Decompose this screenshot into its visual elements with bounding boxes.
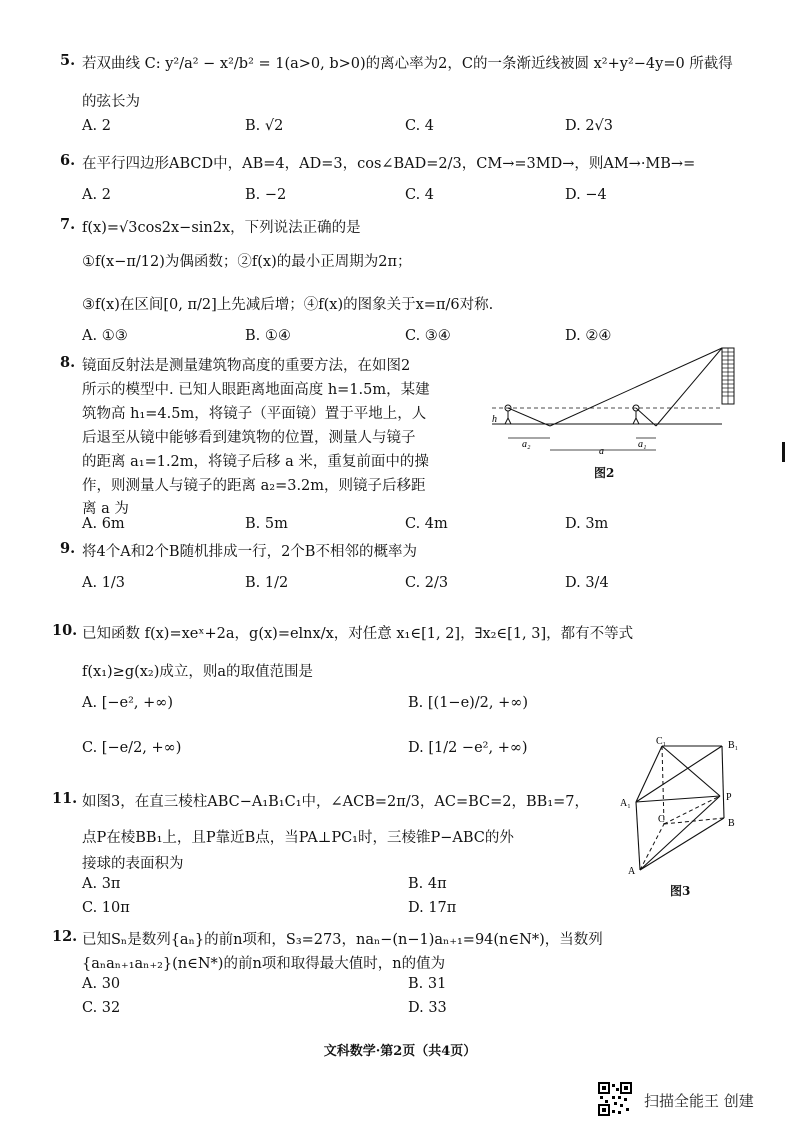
label-h: h	[492, 414, 497, 425]
label-B1: B₁	[728, 740, 739, 751]
q8-line-1: 镜面反射法是测量建筑物高度的重要方法，在如图2	[82, 358, 411, 374]
q6-number: 6.	[60, 152, 76, 169]
q6-option-a: A. 2	[82, 187, 111, 203]
label-a2: a₂	[522, 439, 531, 450]
q11-stem: 如图3，在直三棱柱ABC−A₁B₁C₁中，∠ACB=2π/3，AC=BC=2，BB₁=7，	[82, 794, 590, 810]
q5-stem: 若双曲线 C: y²/a² − x²/b² = 1(a>0, b>0)的离心率为2，C的一条渐近线被圆 x²+y²−4y=0 所截得	[82, 56, 733, 72]
label-A: A	[628, 866, 636, 876]
label-A1: A₁	[620, 798, 631, 809]
q9-option-d: D. 3/4	[565, 575, 609, 591]
q9-option-c: C. 2/3	[405, 575, 449, 591]
watermark-text: 扫描全能王 创建	[644, 1092, 754, 1110]
q8-line-7: 离 a 为	[82, 501, 129, 517]
q5-option-c: C. 4	[405, 118, 435, 134]
q9-option-b: B. 1/2	[245, 575, 289, 591]
q7-number: 7.	[60, 216, 76, 233]
q8-line-6: 作，则测量人与镜子的距离 a₂=3.2m，则镜子后移距	[82, 478, 426, 494]
q12-option-b: B. 31	[408, 976, 447, 992]
q11-option-d: D. 17π	[408, 900, 457, 916]
figure-3-caption: 图3	[670, 884, 691, 898]
q7-stem: f(x)=√3cos2x−sin2x，下列说法正确的是	[82, 220, 361, 236]
q7-statements-2: ③f(x)在区间[0, π/2]上先减后增；④f(x)的图象关于x=π/6对称.	[82, 297, 494, 313]
q7-option-b: B. ①④	[245, 328, 291, 344]
qr-code-icon	[598, 1082, 632, 1116]
q12-option-c: C. 32	[82, 1000, 121, 1016]
q5-number: 5.	[60, 52, 76, 69]
figure-2-diagram	[478, 342, 738, 457]
q8-line-4: 后退至从镜中能够看到建筑物的位置，测量人与镜子	[82, 430, 416, 446]
q10-option-d: D. [1/2 −e², +∞)	[408, 740, 528, 756]
ray-4	[656, 348, 722, 426]
q10-number: 10.	[52, 622, 78, 639]
q10-option-a: A. [−e², +∞)	[82, 695, 173, 711]
q8-line-5: 的距离 a₁=1.2m，将镜子后移 a 米，重复前面中的操	[82, 454, 429, 470]
q8-line-3: 筑物高 h₁=4.5m，将镜子（平面镜）置于平地上，人	[82, 406, 427, 422]
label-C: C	[658, 814, 665, 825]
q9-stem: 将4个A和2个B随机排成一行，2个B不相邻的概率为	[82, 544, 417, 560]
q6-option-c: C. 4	[405, 187, 435, 203]
q12-stem: 已知Sₙ是数列{aₙ}的前n项和，S₃=273，naₙ−(n−1)aₙ₊₁=94(n∈N*)，当数列	[82, 932, 603, 948]
q10-option-c: C. [−e/2, +∞)	[82, 740, 182, 756]
q7-option-d: D. ②④	[565, 328, 612, 344]
q7-option-a: A. ①③	[82, 328, 128, 344]
q6-option-d: D. −4	[565, 187, 607, 203]
q9-number: 9.	[60, 540, 76, 557]
q5-stem-cont: 的弦长为	[82, 94, 140, 110]
q11-number: 11.	[52, 790, 78, 807]
q10-stem: 已知函数 f(x)=xeˣ+2a，g(x)=elnx/x，对任意 x₁∈[1, 2]，∃x₂∈[1, 3]，都有不等式	[82, 626, 634, 642]
q7-statements-1: ①f(x−π/12)为偶函数；②f(x)的最小正周期为2π；	[82, 254, 412, 270]
q12-stem-cont: {aₙaₙ₊₁aₙ₊₂}(n∈N*)的前n项和取得最大值时，n的值为	[82, 956, 446, 972]
figure-2-caption: 图2	[594, 466, 615, 480]
q12-number: 12.	[52, 928, 78, 945]
q5-option-b: B. √2	[245, 118, 284, 134]
q10-stem-cont: f(x₁)≥g(x₂)成立，则a的取值范围是	[82, 664, 314, 680]
q8-line-2: 所示的模型中. 已知人眼距离地面高度 h=1.5m，某建	[82, 382, 430, 398]
q11-stem-cont: 点P在棱BB₁上，且P靠近B点，当PA⊥PC₁时，三棱锥P−ABC的外	[82, 830, 514, 846]
q6-option-b: B. −2	[245, 187, 287, 203]
q7-option-c: C. ③④	[405, 328, 451, 344]
scanner-watermark	[598, 1082, 788, 1120]
page-footer: 文科数学·第2页（共4页）	[323, 1044, 477, 1059]
q5-option-a: A. 2	[82, 118, 111, 134]
label-a1: a₁	[638, 439, 647, 450]
q11-stem-cont2: 接球的表面积为	[82, 856, 184, 872]
q6-stem: 在平行四边形ABCD中，AB=4，AD=3，cos∠BAD=2/3，CM→=3MD→，则AM→·MB→=	[82, 156, 696, 172]
q8-option-b: B. 5m	[245, 516, 288, 532]
figure-3-prism	[618, 736, 758, 876]
q11-option-c: C. 10π	[82, 900, 130, 916]
q11-option-a: A. 3π	[82, 876, 121, 892]
label-P: P	[726, 792, 732, 803]
q8-option-d: D. 3m	[565, 516, 609, 532]
q8-number: 8.	[60, 354, 76, 371]
label-C1: C₁	[656, 736, 667, 747]
q12-option-d: D. 33	[408, 1000, 447, 1016]
q9-option-a: A. 1/3	[82, 575, 126, 591]
q11-option-b: B. 4π	[408, 876, 447, 892]
label-a: a	[599, 446, 604, 457]
q10-option-b: B. [(1−e)/2, +∞)	[408, 695, 529, 711]
ray-1	[508, 408, 550, 426]
scan-margin-mark	[782, 442, 785, 462]
label-B: B	[728, 818, 735, 829]
q8-option-a: A. 6m	[82, 516, 125, 532]
q8-option-c: C. 4m	[405, 516, 448, 532]
q12-option-a: A. 30	[82, 976, 121, 992]
q5-option-d: D. 2√3	[565, 118, 614, 134]
